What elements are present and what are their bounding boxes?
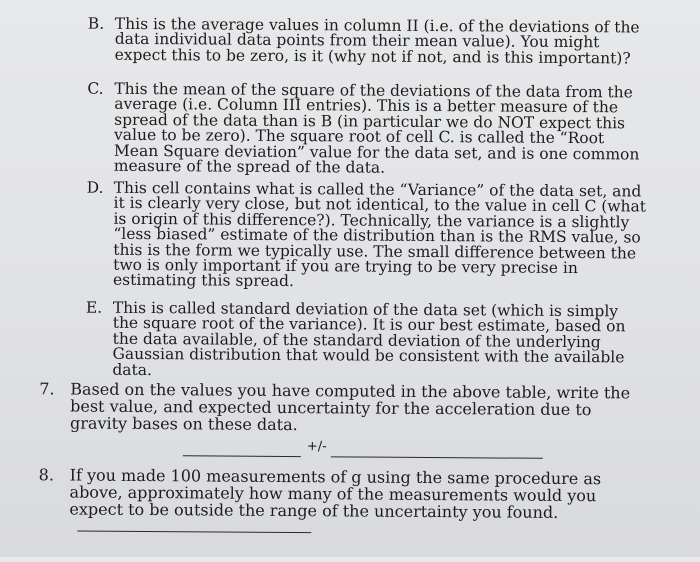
item-c (87, 79, 648, 178)
plus-minus-label: +/- (306, 439, 327, 455)
question-7-text: Based on the values you have computed in the above table, write the best value, and expected uncertainty for the acceleration due to gravity bases on these data. (69, 379, 631, 435)
item-e-letter: E. (85, 298, 103, 317)
question-7 (39, 380, 649, 435)
question-7-answer-row (183, 441, 543, 464)
uncertainty-blank[interactable] (331, 442, 543, 458)
item-e (85, 298, 646, 382)
question-8-text (69, 466, 648, 538)
item-c-text: This the mean of the square of the deviations of the data from the average (i.e. Column III entries). This is a better measure of the spread of the data than is B (in particular we do NOT expect this value to be zero). The square root of cell C. is called the “Root Mean Square deviation” value for the data set, and is one common measure of the spread of the data. (113, 79, 640, 177)
best-value-blank[interactable] (183, 441, 301, 457)
item-d-text: This cell contains what is called the “Variance” of the data set, and it is clearly very close, but not identical, to the value in cell C (what is origin of this difference?). Technically, the variance is a slightly “less biased” estimate of the distribution than is the RMS value, so this is the form we typically use. The small difference between the two is only important if you are trying to be very precise in estimating this spread. (112, 178, 647, 291)
question-8-text-content: If you made 100 measurements of g using the same procedure as above, approximately how many of the measurements would you expect to be outside the range of the uncertainty you found. (69, 465, 602, 522)
item-b (87, 14, 648, 68)
item-c-letter: C. (87, 79, 104, 98)
question-8-number: 8. (38, 465, 55, 485)
item-e-text: This is called standard deviation of the data set (which is simply the square root of the variance). It is our best estimate, based on the data available, of the standard deviation of the underlying Gaussian distribution that would be consistent with the available data. (112, 298, 626, 379)
item-b-letter: B. (87, 14, 105, 33)
question-8 (38, 466, 648, 538)
item-b-text: This is the average values in column II (i.e. of the deviations of the data individual data points from their mean value). You might expect this to be zero, is it (why not if not, and is this important)? (114, 14, 640, 68)
item-d (86, 178, 647, 293)
item-d-letter: D. (86, 178, 104, 197)
outside-range-count-blank[interactable] (77, 520, 311, 534)
question-7-number: 7. (39, 379, 55, 399)
